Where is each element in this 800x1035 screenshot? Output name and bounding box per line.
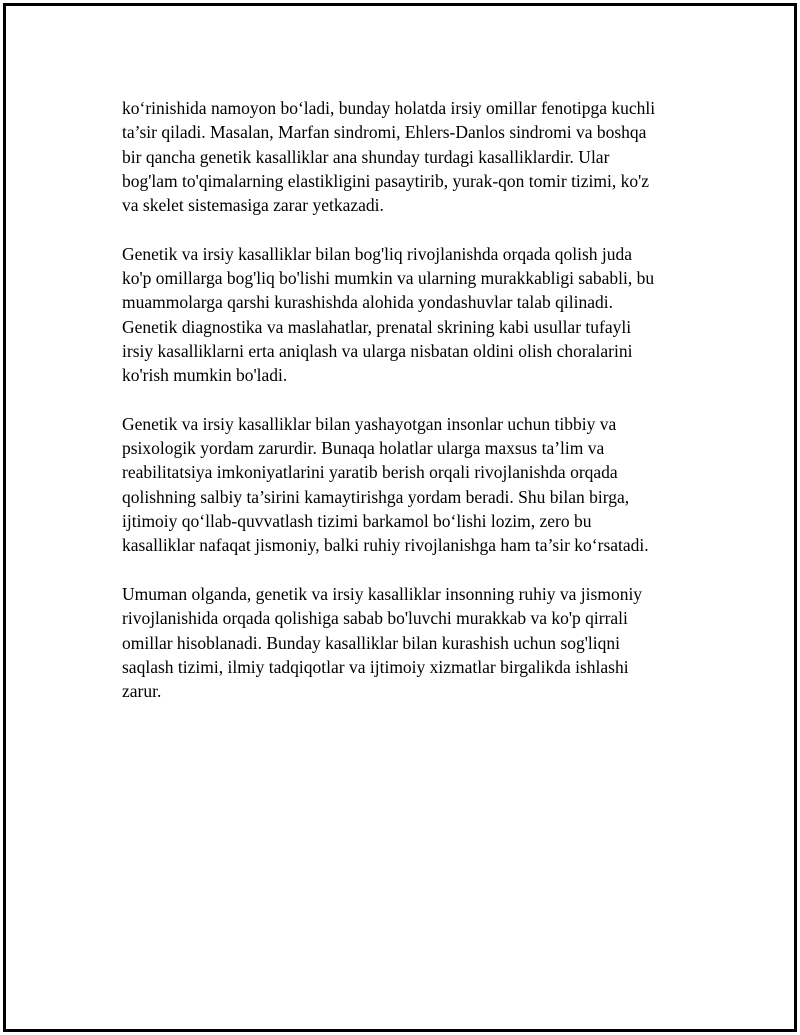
paragraph-line: rivojlanishida orqada qolishiga sabab bo'luvchi murakkab va ko'p qirrali	[122, 608, 628, 629]
paragraph-line: va skelet sistemasiga zarar yetkazadi.	[122, 195, 384, 216]
paragraph-line: Genetik va irsiy kasalliklar bilan bog'liq rivojlanishda orqada qolish juda	[122, 243, 633, 264]
paragraph-line: bog'lam to'qimalarning elastikligini pasaytirib, yurak-qon tomir tizimi, ko'z	[122, 170, 650, 191]
paragraph-line: omillar hisoblanadi. Bunday kasalliklar bilan kurashish uchun sog'liqni	[122, 632, 620, 653]
paragraph-line: ko'p omillarga bog'liq bo'lishi mumkin va ularning murakkabligi sababli, bu	[122, 268, 655, 289]
paragraph-line: qolishning salbiy ta’sirini kamaytirishga yordam beradi. Shu bilan birga,	[122, 486, 630, 507]
paragraph-line: muammolarga qarshi kurashishda alohida yondashuvlar talab qilinadi.	[122, 292, 614, 313]
paragraph-1	[122, 96, 692, 217]
paragraph-line: irsiy kasalliklarni erta aniqlash va ularga nisbatan oldini olish choralarini	[122, 340, 633, 361]
paragraph-line: Genetik diagnostika va maslahatlar, prenatal skrining kabi usullar tufayli	[122, 316, 632, 337]
paragraph-line: psixologik yordam zarurdir. Bunaqa holatlar ularga maxsus ta’lim va	[122, 438, 605, 459]
document-page	[3, 3, 797, 1032]
paragraph-line: saqlash tizimi, ilmiy tadqiqotlar va ijtimoiy xizmatlar birgalikda ishlashi	[122, 656, 629, 677]
paragraph-line: kasalliklar nafaqat jismoniy, balki ruhiy rivojlanishga ham ta’sir ko‘rsatadi.	[122, 535, 649, 556]
paragraph-line: reabilitatsiya imkoniyatlarini yaratib berish orqali rivojlanishda orqada	[122, 462, 618, 483]
paragraph-line: Genetik va irsiy kasalliklar bilan yashayotgan insonlar uchun tibbiy va	[122, 413, 617, 434]
paragraph-line: ta’sir qiladi. Masalan, Marfan sindromi, Ehlers-Danlos sindromi va boshqa	[122, 122, 647, 143]
paragraph-2	[122, 242, 692, 388]
paragraph-line: bir qancha genetik kasalliklar ana shunday turdagi kasalliklardir. Ular	[122, 146, 610, 167]
paragraph-3	[122, 412, 692, 558]
paragraph-4	[122, 582, 692, 703]
paragraph-line: ko'rish mumkin bo'ladi.	[122, 365, 288, 386]
paragraph-line: ijtimoiy qo‘llab-quvvatlash tizimi barkamol bo‘lishi lozim, zero bu	[122, 511, 592, 532]
paragraph-line: ko‘rinishida namoyon bo‘ladi, bunday holatda irsiy omillar fenotipga kuchli	[122, 98, 656, 118]
document-body	[122, 96, 692, 728]
paragraph-line: Umuman olganda, genetik va irsiy kasalliklar insonning ruhiy va jismoniy	[122, 583, 643, 604]
paragraph-line: zarur.	[122, 681, 162, 702]
